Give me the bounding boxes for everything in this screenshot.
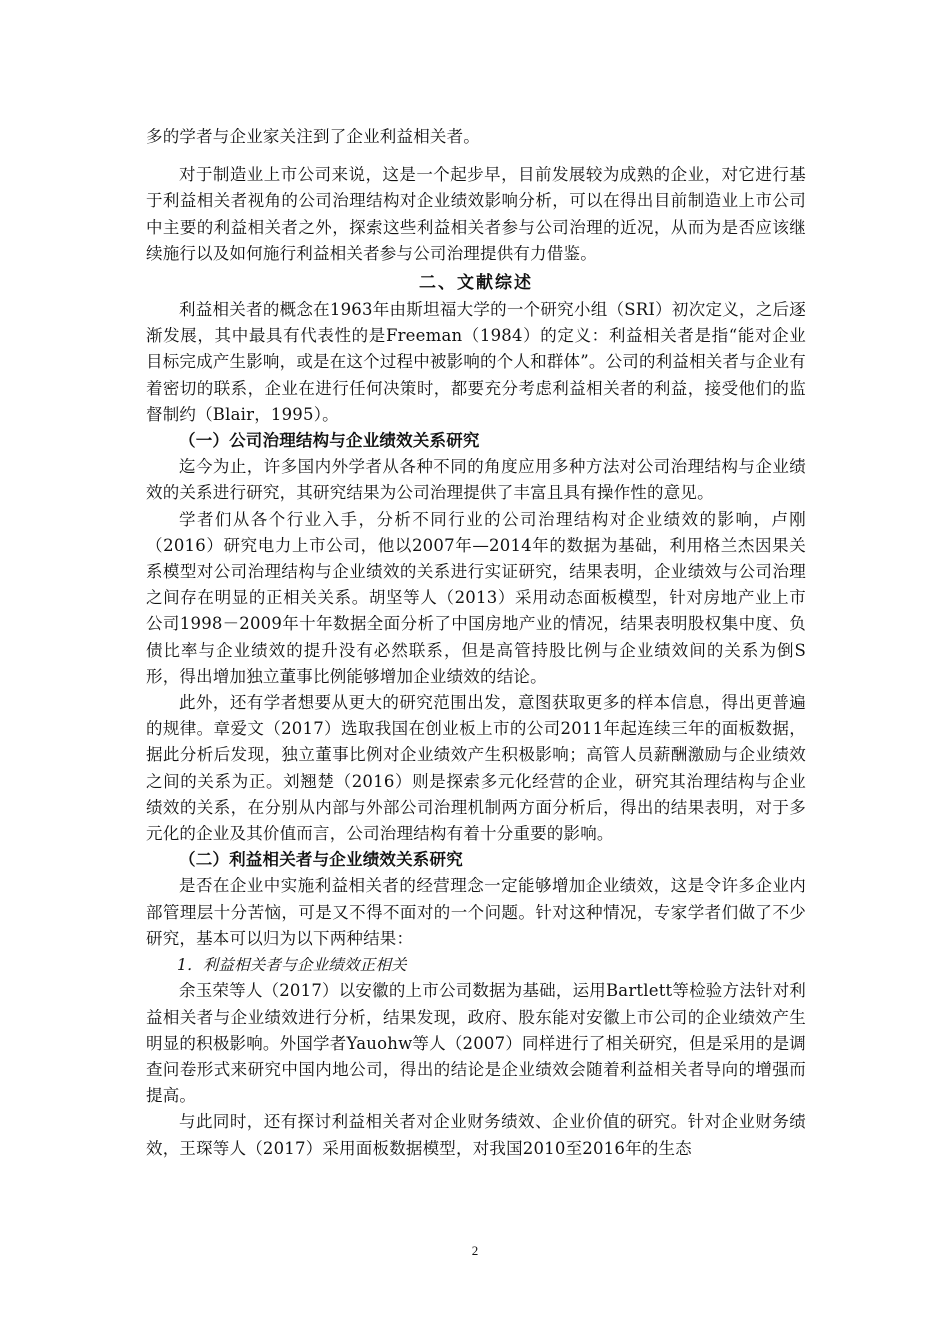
paragraph-intro: 对于制造业上市公司来说，这是一个起步早，目前发展较为成熟的企业，对它进行基于利益相关者视角的公司治理结构对企业绩效影响分析，可以在得出目前制造业上市公司中主要的利益相关者之外，探索这些利益相关者参与公司治理的近况，从而为是否应该继续施行以及如何施行利益相关者参与公司治理提供有力借鉴。 [146, 165, 806, 263]
paragraph-broader-studies: 此外，还有学者想要从更大的研究范围出发，意图获取更多的样本信息，得出更普遍的规律。章爱文（2017）选取我国在创业板上市的公司2011年起连续三年的面板数据，据此分析后发现，独立董事比例对企业绩效产生积极影响；高管人员薪酬激励与企业绩效之间的关系为正。刘翘楚（2016）则是探索多元化经营的企业，研究其治理结构与企业绩效的关系，在分别从内部与外部公司治理机制两方面分析后，得出的结果表明，对于多元化的企业及其价值而言，公司治理结构有着十分重要的影响。 [146, 693, 806, 844]
paragraph-stakeholder-concept: 利益相关者的概念在1963年由斯坦福大学的一个研究小组（SRI）初次定义，之后逐渐发展，其中最具有代表性的是Freeman（1984）的定义：利益相关者是指“能对企业目标完成产生影响，或是在这个过程中被影响的个人和群体”。公司的利益相关者与企业有着密切的联系，企业在进行任何决策时，都要充分考虑利益相关者的利益，接受他们的监督制约（Blair，1995）。 [146, 300, 806, 424]
paragraph-stakeholder-question: 是否在企业中实施利益相关者的经营理念一定能够增加企业绩效，这是令许多企业内部管理层十分苦恼，可是又不得不面对的一个问题。针对这种情况，专家学者们做了不少研究，基本可以归为以下两种结果： [146, 876, 806, 948]
paragraph-positive-correlation: 余玉荣等人（2017）以安徽的上市公司数据为基础，运用Bartlett等检验方法针对利益相关者与企业绩效进行分析，结果发现，政府、股东能对安徽上市公司的企业绩效产生明显的积极影响。外国学者Yauohw等人（2007）同样进行了相关研究，但是采用的是调查问卷形式来研究中国内地公司，得出的结论是企业绩效会随着利益相关者导向的增强而提高。 [146, 981, 806, 1106]
paragraph-industry-studies: 学者们从各个行业入手，分析不同行业的公司治理结构对企业绩效的影响，卢刚（2016）研究电力上市公司，他以2007年—2014年的数据为基础，利用格兰杰因果关系模型对公司治理结构与企业绩效的关系进行实证研究，结果表明，企业绩效与公司治理之间存在明显的正相关关系。胡坚等人（2013）采用动态面板模型，针对房地产业上市公司1998－2009年十年数据全面分析了中国房地产业的情况，结果表明股权集中度、负债比率与企业绩效的提升没有必然联系，但是高管持股比例与企业绩效间的关系为倒S形，得出增加独立董事比例能够增加企业绩效的结论。 [146, 509, 806, 686]
paragraph-continuation: 多的学者与企业家关注到了企业利益相关者。 [146, 127, 480, 146]
subsection-heading-2: （二）利益相关者与企业绩效关系研究 [179, 850, 463, 870]
section-title: 二、文献综述 [419, 273, 533, 294]
paragraph-research-overview: 迄今为止，许多国内外学者从各种不同的角度应用多种方法对公司治理结构与企业绩效的关系进行研究，其研究结果为公司治理提供了丰富且具有操作性的意见。 [146, 457, 806, 503]
document-body [146, 124, 806, 1162]
subsection-heading-1: （一）公司治理结构与企业绩效关系研究 [179, 431, 480, 451]
paragraph-financial-performance: 与此同时，还有探讨利益相关者对企业财务绩效、企业价值的研究。针对企业财务绩效，王琛等人（2017）采用面板数据模型，对我国2010至2016年的生态 [146, 1112, 806, 1158]
page-number: 2 [471, 1243, 479, 1258]
subsubsection-heading-1: 1．利益相关者与企业绩效正相关 [177, 956, 407, 975]
